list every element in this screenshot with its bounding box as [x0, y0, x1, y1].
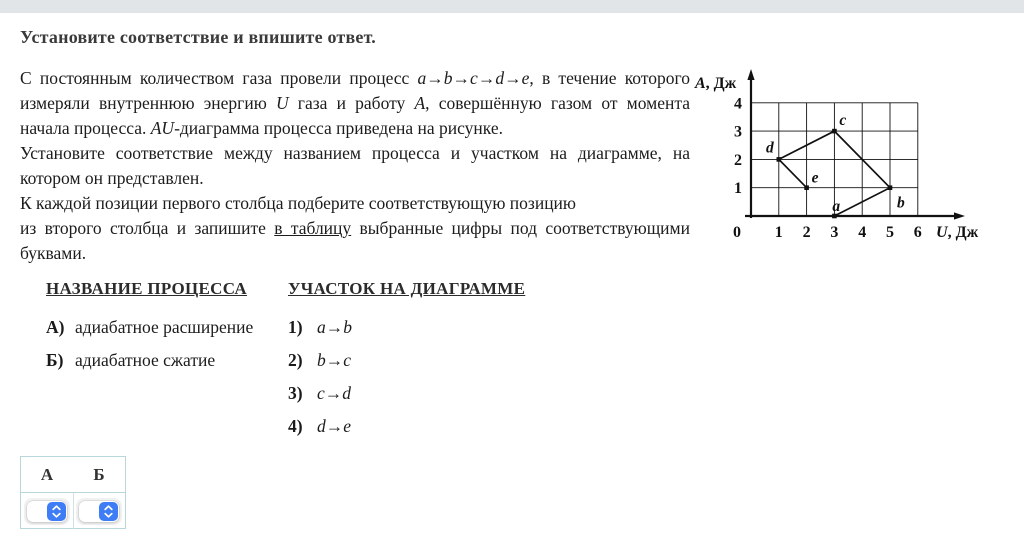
item-label: d→e — [317, 416, 352, 436]
list-item — [288, 317, 548, 335]
problem-paragraph-2: Установите соответствие между названием процесса и участком на диаграмме, на котором он представлен. — [20, 143, 690, 188]
au-diagram — [688, 62, 1024, 252]
list-item — [46, 317, 286, 335]
item-label: c→d — [317, 383, 352, 403]
top-bar — [0, 0, 1024, 13]
answer-cell-b — [73, 493, 126, 529]
data-point — [888, 185, 893, 190]
page-title: Установите соответствие и впишите ответ. — [20, 27, 376, 47]
list-item — [46, 350, 286, 368]
point-label: e — [811, 169, 819, 187]
item-key: Б) — [46, 350, 64, 370]
x-axis-arrow — [954, 212, 965, 219]
process-name-column — [46, 279, 286, 383]
x-axis-label: U, Дж — [936, 224, 979, 241]
problem-paragraph-1: С постоянным количеством газа провели процесс a→b→c→d→e, в течение которого измеряли внутреннюю энергию U газа и работу A, совершённую газом от момента начала процесса. AU-диаграмма процесса приведена на рисунке. — [20, 68, 690, 138]
problem-paragraph-3: К каждой позиции первого столбца подберите соответствующую позицию из второго столбца и запишите в таблицу выбранные цифры под соответствующими буквами. — [20, 193, 690, 263]
x-tick-label: 1 — [774, 224, 783, 241]
select-halo — [24, 498, 70, 525]
y-tick-label: 1 — [734, 180, 742, 198]
point-label: c — [839, 112, 847, 130]
item-key: 3) — [288, 383, 303, 403]
item-key: А) — [46, 317, 65, 337]
data-point — [777, 157, 782, 162]
x-tick-label: 4 — [858, 224, 867, 241]
answer-table-row — [21, 493, 125, 529]
answer-column-b-label: Б — [93, 464, 105, 484]
data-point — [832, 129, 837, 134]
y-tick-label: 2 — [734, 151, 742, 169]
point-label: a — [832, 198, 841, 215]
diagram-section-header: УЧАСТОК НА ДИАГРАММЕ — [288, 279, 526, 298]
item-label: b→c — [317, 350, 352, 370]
answer-cell-a — [21, 493, 73, 529]
x-tick-label: 5 — [886, 224, 894, 241]
answer-select-a[interactable] — [27, 501, 67, 522]
x-tick-label: 2 — [802, 224, 811, 241]
x-tick-label: 0 — [733, 224, 741, 241]
list-item — [288, 350, 548, 368]
list-item — [288, 383, 548, 401]
item-label: адиабатное сжатие — [75, 350, 216, 370]
item-label: a→b — [317, 317, 352, 337]
x-tick-label: 3 — [830, 224, 839, 241]
answer-select-b[interactable] — [79, 501, 119, 522]
select-stepper-icon — [47, 502, 66, 521]
select-stepper-icon — [99, 502, 118, 521]
y-tick-label: 3 — [734, 123, 742, 141]
y-tick-label: 4 — [734, 95, 742, 113]
point-label: d — [766, 139, 774, 157]
data-point — [804, 185, 809, 190]
y-axis-arrow — [747, 69, 754, 80]
item-key: 1) — [288, 317, 303, 337]
x-tick-label: 6 — [913, 224, 922, 241]
problem-statement — [20, 66, 690, 266]
diagram-section-column — [288, 279, 548, 449]
select-halo — [76, 498, 122, 525]
item-label: адиабатное расширение — [75, 317, 254, 337]
point-label: b — [897, 194, 905, 212]
y-axis-label: A, Дж — [695, 75, 737, 92]
item-key: 4) — [288, 416, 303, 436]
item-key: 2) — [288, 350, 303, 370]
list-item — [288, 416, 548, 434]
process-name-header: НАЗВАНИЕ ПРОЦЕССА — [46, 279, 248, 298]
answer-table-header — [21, 457, 125, 493]
answer-table — [20, 456, 126, 529]
answer-column-a-label: А — [40, 464, 54, 484]
